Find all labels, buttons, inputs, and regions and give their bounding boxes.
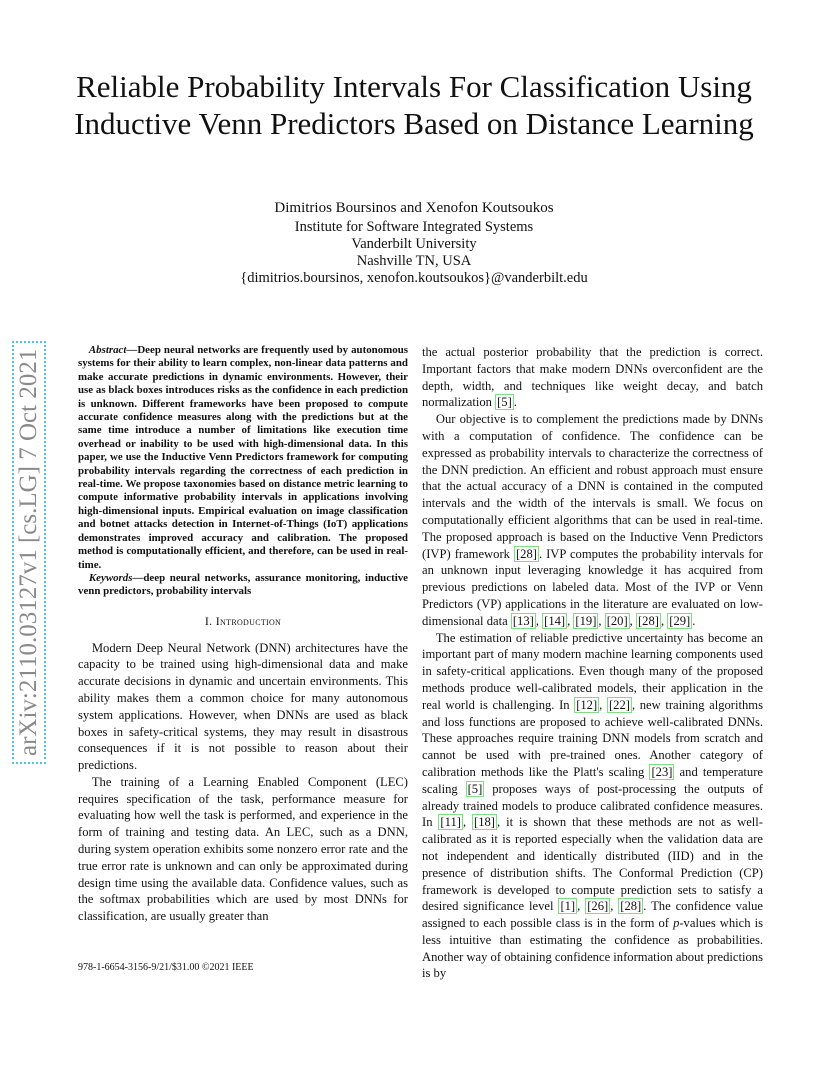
citation-link[interactable]: [28]: [515, 546, 537, 561]
section-heading-introduction: [78, 613, 408, 630]
abstract-lead: Abstract: [88, 344, 127, 356]
right-column: [422, 344, 763, 982]
author-location: Nashville TN, USA: [356, 253, 472, 269]
text-run: and temperature scaling: [422, 764, 763, 796]
text-run: .: [692, 613, 696, 628]
text-run: . IVP computes the probability intervals for an unknown input leveraging knowledge it has acquired from previous predictions on labeled data. Most of the IVP or Venn Predictors (VP) applications in the literature are evaluated on low-dimensional data: [422, 546, 763, 628]
text-run: , it is shown that these methods are not as well-calibrated as it is reported especially when the validation data are not independent and identically distributed (IID) and in the presence of distribution shifts. The Conformal Prediction (CP) framework is developed to compute prediction sets to satisfy a desired significance level: [422, 815, 763, 914]
citation-link[interactable]: [28]: [637, 613, 659, 628]
right-paragraph-2: Our objective is to complement the predictions made by DNNs with a computation of confidence. The confidence can be expressed as probability intervals to characterize the correctness of the DNN prediction. An efficient and robust approach must ensure that the actual accuracy of a DNN is contained in the computed intervals and the width of the intervals is small. We focus on computationally efficient algorithms that can be used in real-time. The proposed approach is based on the Inductive Venn Predictors (IVP) framework [28] . IVP computes the probability intervals for an unknown input leveraging knowledge it has acquired from previous predictions on labeled data. Most of the IVP or Venn Predictors (VP) applications in the literature are evaluated on low-dimensional data [13] , [14] , [19] , [20] , [28] , [29] .: [422, 412, 763, 628]
arxiv-sidebar: [6, 264, 46, 764]
right-paragraph-1: [422, 344, 763, 411]
left-column: [78, 344, 408, 925]
citation-link[interactable]: [29]: [669, 613, 691, 628]
author-block: [40, 200, 788, 287]
section-title: Introduction: [215, 613, 282, 628]
copyright-footer: 978-1-6654-3156-9/21/$31.00 ©2021 IEEE: [78, 962, 254, 973]
citation-link[interactable]: [19]: [575, 613, 597, 628]
citation-link[interactable]: [22]: [608, 697, 630, 712]
section-number: I.: [204, 613, 213, 628]
text-run: -values which is less intuitive than estimating the confidence as probabilities. Another way of obtaining confidence information about predictions is by: [422, 916, 764, 981]
citation-link[interactable]: [26]: [587, 899, 609, 914]
citation-link[interactable]: [1]: [560, 899, 576, 914]
intro-paragraph-2: The training of a Learning Enabled Component (LEC) requires specification of the task, performance measure for evaluating how well the task is performed, and experience in the form of training and testing data. An LEC, such as a DNN, during system operation exhibits some nonzero error rate and the true error rate is unknown and can only be approximated during design time using the available data. Confidence values, such as the softmax probabilities which are used by most DNNs for classification, are usually greater than: [78, 774, 408, 924]
author-institute: Institute for Software Integrated Systems: [294, 219, 534, 235]
abstract-text: —Deep neural networks are frequently used by autonomous systems for their ability to learn complex, non-linear data patterns and make accurate predictions in dynamic environments. However, their use as black boxes introduces risks as the confidence in each prediction is unknown. Different frameworks have been proposed to compute accurate confidence measures along with the predictions but at the same time introduce a number of limitations like execution time overhead or inability to be used with high-dimensional data. In this paper, we use the Inductive Venn Predictors framework for computing probability intervals regarding the correctness of each prediction in real-time. We propose taxonomies based on distance metric learning to compute informative probability intervals in applications involving high-dimensional inputs. Empirical evaluation on image classification and botnet attacks detection in Internet-of-Things (IoT) applications demonstrates improved accuracy and calibration. The proposed method is computationally efficient, and therefore, can be used in real-time.: [78, 344, 408, 571]
author-names: Dimitrios Boursinos and Xenofon Koutsoukos: [274, 200, 554, 216]
paper-title: Reliable Probability Intervals For Classification Using Inductive Venn Predictors Based on Distance Learning: [74, 69, 754, 141]
author-email[interactable]: {dimitrios.boursinos, xenofon.koutsoukos}@vanderbilt.edu: [240, 270, 588, 286]
text-run: Our objective is to complement the predictions made by DNNs with a computation of confidence. The confidence can be expressed as probability intervals to characterize the correctness of the DNN prediction. An efficient and robust approach must ensure that the actual accuracy of a DNN is contained in the computed intervals and the width of the intervals is small. We focus on computationally efficient algorithms that can be used in real-time. The proposed approach is based on the Inductive Venn Predictors (IVP) framework: [422, 412, 763, 561]
abstract: [78, 344, 408, 572]
citation-link[interactable]: [12]: [576, 697, 598, 712]
text-run: . The confidence value assigned to each possible class is in the form of: [422, 899, 764, 931]
keywords: [78, 572, 408, 599]
right-paragraph-3: The estimation of reliable predictive uncertainty has become an important part of many modern machine learning components used in safety-critical applications. Even though many of the proposed methods produce well-calibrated models, their application in the real world is challenging. In [12] , [22] , new training algorithms and loss functions are proposed to achieve well-calibrated DNNs. These approaches require training DNN models from scratch and cannot be used with pre-trained ones. Another category of calibration methods like the Platt's scaling [23] and temperature scaling [5] proposes ways of post-processing the outputs of already trained models to produce calibrated confidence measures. In [11] , [18] , it is shown that these methods are not as well-calibrated as it is reported especially when the validation data are not independent and identically distributed (IID) and in the presence of distribution shifts. The Conformal Prediction (CP) framework is developed to compute prediction sets to satisfy a desired significance level [1] , [26] , [28] . The confidence value assigned to each possible class is in the form of p-values which is less intuitive than estimating the confidence as probabilities. Another way of obtaining confidence information about predictions is by: [422, 630, 764, 981]
citation-link[interactable]: [28]: [620, 899, 642, 914]
text-run: .: [513, 395, 517, 410]
citation-link[interactable]: [5]: [467, 781, 483, 796]
keywords-lead: Keywords: [88, 571, 133, 584]
text-run: proposes ways of post-processing the outputs of already trained models to produce calibrated confidence measures. In: [422, 781, 763, 830]
p-value-symbol: p: [673, 916, 680, 931]
citation-link[interactable]: [23]: [651, 764, 673, 779]
author-university: Vanderbilt University: [351, 236, 477, 252]
text-run: , new training algorithms and loss functions are proposed to achieve well-calibrated DNNs. These approaches require training DNN models from scratch and cannot be used with pre-trained ones. Another category of calibration methods like the Platt's scaling: [422, 697, 763, 779]
citation-link[interactable]: [14]: [544, 613, 566, 628]
citation-link[interactable]: [18]: [474, 815, 495, 830]
keywords-text: —deep neural networks, assurance monitoring, inductive venn predictors, probability intervals: [78, 571, 408, 598]
citation-link[interactable]: [13]: [512, 613, 534, 628]
intro-paragraph-1: Modern Deep Neural Network (DNN) architectures have the capacity to be trained using high-dimensional data and make accurate decisions in dynamic and uncertain environments. This ability makes them a common choice for many autonomous system applications. However, when DNNs are used as black boxes in safety-critical systems, they may result in disastrous consequences if it is not possible to reason about their predictions.: [78, 640, 408, 773]
text-run: The estimation of reliable predictive uncertainty has become an important part of many modern machine learning components used in safety-critical applications. Even though many of the proposed methods produce well-calibrated models, their application in the real world is challenging. In: [422, 630, 763, 712]
citation-link[interactable]: [20]: [606, 613, 628, 628]
arxiv-identifier[interactable]: arXiv:2110.03127v1 [cs.LG] 7 Oct 2021: [12, 341, 46, 764]
citation-link[interactable]: [5]: [497, 395, 512, 410]
citation-link[interactable]: [11]: [440, 815, 461, 830]
text-run: the actual posterior probability that the prediction is correct. Important factors that make modern DNNs overconfident are the depth, width, and techniques like weight decay, and batch normalization: [422, 345, 763, 410]
